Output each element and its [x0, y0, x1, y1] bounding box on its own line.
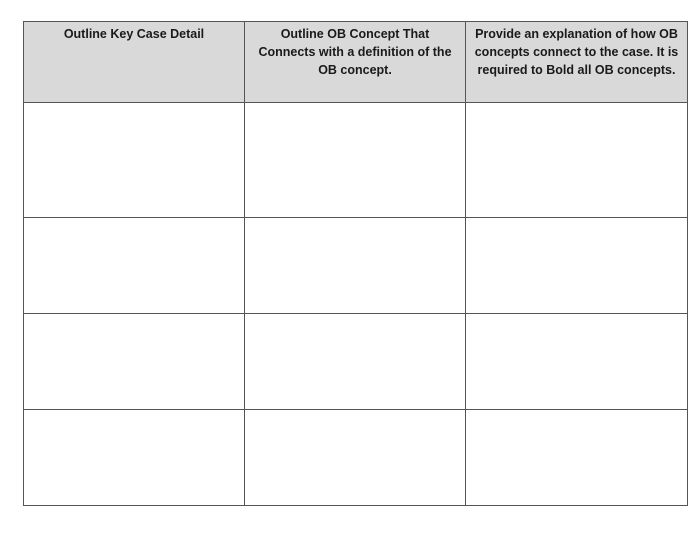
table-cell-key-case-detail[interactable] [24, 103, 245, 218]
header-explanation: Provide an explanation of how OB concepts connect to the case. It is required to Bold all OB concepts. [466, 22, 688, 103]
table-cell-explanation[interactable] [466, 103, 688, 218]
table-cell-explanation[interactable] [466, 218, 688, 314]
table-cell-key-case-detail[interactable] [24, 218, 245, 314]
table-cell-ob-concept[interactable] [245, 314, 466, 410]
header-ob-concept: Outline OB Concept That Connects with a definition of the OB concept. [245, 22, 466, 103]
table-header-row [24, 22, 688, 103]
case-analysis-table [23, 21, 688, 506]
table-cell-explanation[interactable] [466, 410, 688, 506]
table-cell-ob-concept[interactable] [245, 103, 466, 218]
table-row [24, 218, 688, 314]
table-cell-key-case-detail[interactable] [24, 314, 245, 410]
table-cell-ob-concept[interactable] [245, 218, 466, 314]
table-cell-key-case-detail[interactable] [24, 410, 245, 506]
table-cell-explanation[interactable] [466, 314, 688, 410]
table-row [24, 103, 688, 218]
table-cell-ob-concept[interactable] [245, 410, 466, 506]
table-row [24, 314, 688, 410]
header-key-case-detail: Outline Key Case Detail [24, 22, 245, 103]
table-row [24, 410, 688, 506]
